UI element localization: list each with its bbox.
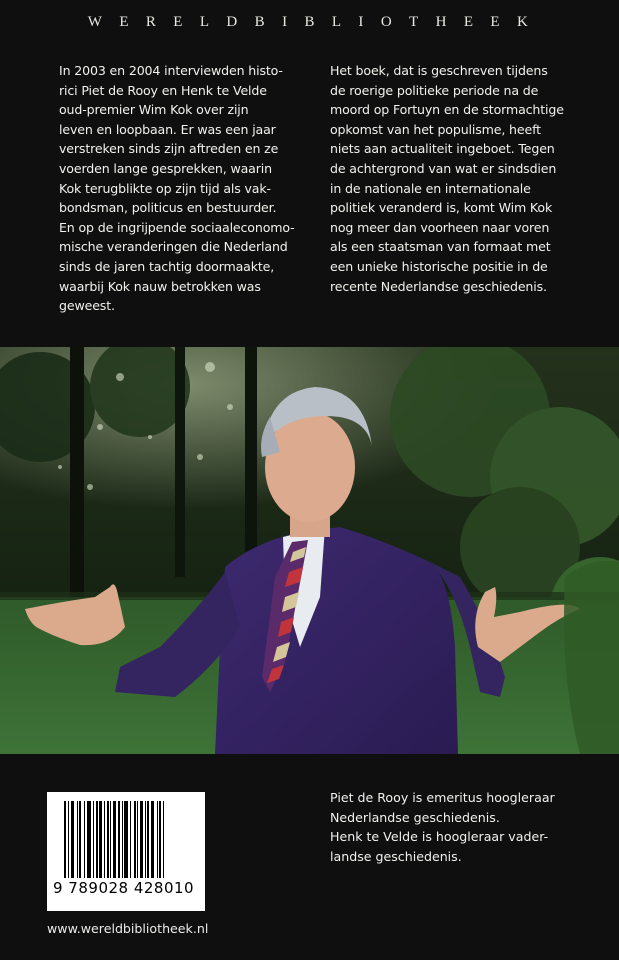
blurb-line: geweest. bbox=[59, 298, 115, 314]
blurb-line: niets aan actualiteit ingeboet. Tegen bbox=[330, 141, 555, 157]
blurb-line: mische veranderingen die Nederland bbox=[59, 239, 288, 255]
author-bio-line: Piet de Rooy is emeritus hoogleraar bbox=[330, 790, 555, 805]
blurb-line: rici Piet de Rooy en Henk te Velde bbox=[59, 82, 267, 98]
blurb-line: En op de ingrijpende sociaaleconomo- bbox=[59, 219, 295, 235]
blurb-line: Het boek, dat is geschreven tijdens bbox=[330, 63, 548, 78]
blurb-line: bondsman, politicus en bestuurder. bbox=[59, 200, 277, 216]
blurb-line: politiek veranderd is, komt Wim Kok bbox=[330, 200, 553, 216]
blurb-line: oud-premier Wim Kok over zijn bbox=[59, 102, 249, 118]
publisher-series-title: WERELDBIBLIOTHEEK bbox=[87, 14, 546, 30]
blurb-line: moord op Fortuyn en de stormachtige bbox=[330, 102, 564, 118]
blurb-line: opkomst van het populisme, heeft bbox=[330, 121, 541, 137]
blurb-line: In 2003 en 2004 interviewden histo- bbox=[59, 63, 283, 78]
blurb-line: de roerige politieke periode na de bbox=[330, 82, 539, 98]
blurb-line: recente Nederlandse geschiedenis. bbox=[330, 278, 547, 294]
blurb-line: de achtergrond van wat er sindsdien bbox=[330, 160, 557, 176]
publisher-website: www.wereldbibliotheek.nl bbox=[47, 921, 209, 936]
blurb-line: verstreken sinds zijn aftreden en ze bbox=[59, 141, 279, 157]
author-bio-line: landse geschiedenis. bbox=[330, 848, 462, 864]
blurb-line: sinds de jaren tachtig doormaakte, bbox=[59, 258, 275, 274]
author-bio-line: Nederlandse geschiedenis. bbox=[330, 809, 500, 825]
isbn-barcode bbox=[47, 792, 205, 911]
blurb-line: Kok terugblikte op zijn tijd als vak- bbox=[59, 180, 271, 196]
author-bio-line: Henk te Velde is hoogleraar vader- bbox=[330, 829, 549, 845]
blurb-line: een unieke historische positie in de bbox=[330, 258, 548, 274]
cover-photo bbox=[0, 347, 619, 754]
isbn-number: 9 789028 428010 bbox=[53, 879, 195, 897]
blurb-left-column bbox=[59, 61, 321, 316]
blurb-line: nog meer dan voorheen naar voren bbox=[330, 219, 550, 235]
blurb-line: leven en loopbaan. Er was een jaar bbox=[59, 121, 276, 137]
blurb-line: waarbij Kok nauw betrokken was bbox=[59, 278, 261, 294]
blurb-line: voerden lange gesprekken, waarin bbox=[59, 160, 272, 176]
author-bios bbox=[330, 788, 605, 866]
blurb-line: in de nationale en internationale bbox=[330, 180, 531, 196]
blurb-right-column bbox=[330, 61, 605, 296]
blurb-line: als een staatsman van formaat met bbox=[330, 239, 551, 255]
